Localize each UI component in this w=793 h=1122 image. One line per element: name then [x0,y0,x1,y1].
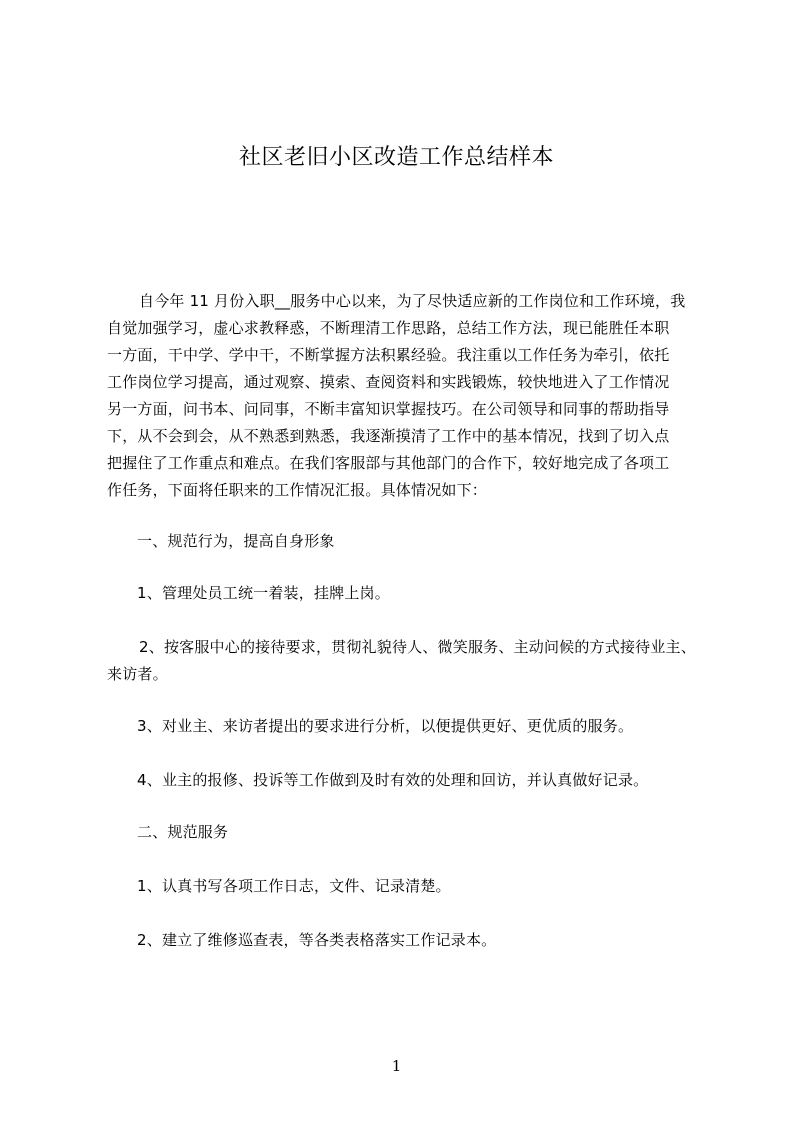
intro-line-6: 下，从不会到会，从不熟悉到熟悉，我逐渐摸清了工作中的基本情况，找到了切入点 [107,427,670,445]
section-heading-2: 二、规范服务 [137,823,229,841]
list-item: 1、管理处员工统一着装，挂牌上岗。 [137,584,390,602]
intro-line-4: 工作岗位学习提高，通过观察、摸索、查阅资料和实践锻炼，较快地进入了工作情况 [107,373,670,391]
intro-line-5: 另一方面，问书本、问同事，不断丰富知识掌握技巧。在公司领导和同事的帮助指导 [107,400,670,418]
intro-line-8: 作任务，下面将任职来的工作情况汇报。具体情况如下： [107,481,488,499]
list-item: 3、对业主、来访者提出的要求进行分析，以便提供更好、更优质的服务。 [137,717,634,735]
list-item: 4、业主的报修、投诉等工作做到及时有效的处理和回访，并认真做好记录。 [137,771,649,789]
intro-line-3: 一方面，干中学、学中干，不断掌握方法积累经验。我注重以工作任务为牵引，依托 [107,346,670,364]
list-item: 1、认真书写各项工作日志，文件、记录清楚。 [137,877,451,895]
intro-line-2: 自觉加强学习，虚心求教释惑，不断理清工作思路，总结工作方法，现已能胜任本职 [107,319,670,337]
intro-line-7: 把握住了工作重点和难点。在我们客服部与其他部门的合作下，较好地完成了各项工 [107,454,670,472]
list-item: 2、建立了维修巡查表，等各类表格落实工作记录本。 [137,931,497,949]
page-number: 1 [391,1057,402,1075]
section-heading-1: 一、规范行为，提高自身形象 [137,532,335,550]
list-item: 2、按客服中心的接待要求，贯彻礼貌待人、微笑服务、主动问候的方式接待业主、 [139,638,696,656]
intro-line-1: 自今年 11 月份入职__服务中心以来，为了尽快适应新的工作岗位和工作环境，我 [139,292,686,310]
list-item-continuation: 来访者。 [107,665,168,683]
document-title: 社区老旧小区改造工作总结样本 [238,145,554,170]
